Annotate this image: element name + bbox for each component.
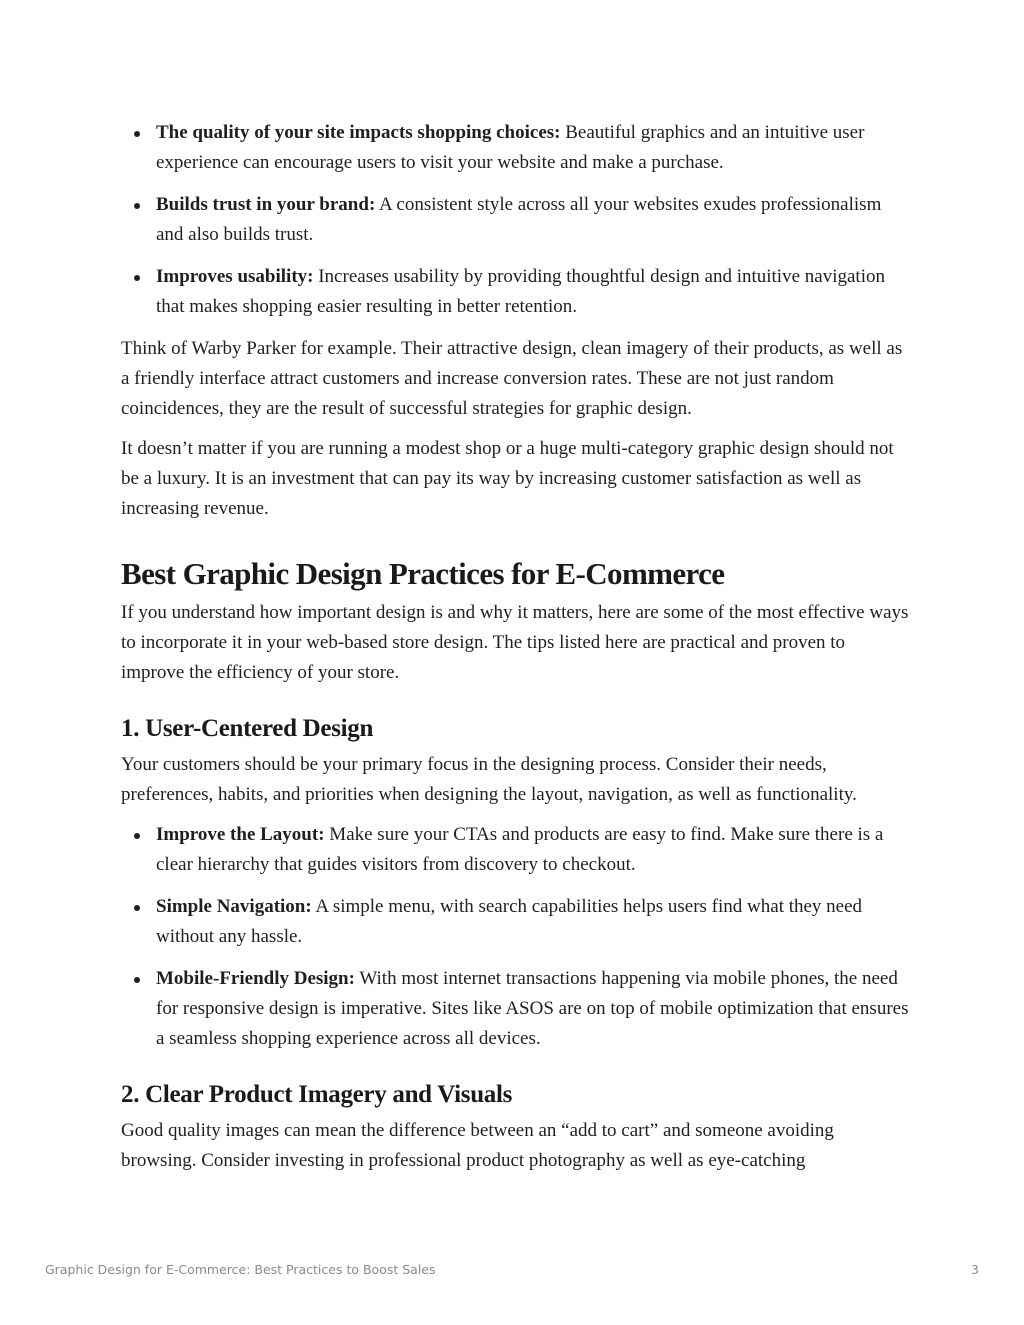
subsection-heading-user-centered: 1. User-Centered Design [121, 715, 374, 742]
bullet-dot [134, 203, 140, 209]
bullet-dot [134, 131, 140, 137]
bullet-text: Increases usability by providing thoughtful design and intuitive navigation that makes shopping easier resulting in better retention. [156, 266, 885, 317]
bullet-text: With most internet transactions happening via mobile phones, the need for responsive design is imperative. Sites like ASOS are on top of mobile optimization that ensures a seamless shopping experience across all devices. [156, 968, 909, 1049]
list-item [156, 964, 911, 1054]
footer-document-title: Graphic Design for E-Commerce: Best Practices to Boost Sales [45, 1262, 436, 1277]
list-item [156, 820, 911, 880]
bullet-dot [134, 905, 140, 911]
list-item [156, 262, 911, 322]
list-item [156, 118, 911, 178]
bullet-dot [134, 977, 140, 983]
section-heading: Best Graphic Design Practices for E-Commerce [121, 556, 725, 591]
bullet-dot [134, 275, 140, 281]
section-intro-paragraph: If you understand how important design is and why it matters, here are some of the most effective ways to incorporate it in your web-based store design. The tips listed here are practical and proven to improve the efficiency of your store. [121, 602, 909, 683]
bullet-bold-lead: Simple Navigation: [156, 896, 312, 917]
document-page [121, 118, 911, 1186]
bullet-bold-lead: Mobile-Friendly Design: [156, 968, 355, 989]
subsection-intro-product-imagery: Good quality images can mean the difference between an “add to cart” and someone avoiding browsing. Consider investing in professional product photography as well as eye-catching [121, 1120, 834, 1171]
bullet-text: A consistent style across all your websites exudes professionalism and also builds trust. [156, 194, 882, 245]
bullet-bold-lead: Builds trust in your brand: [156, 194, 376, 215]
bullet-dot [134, 833, 140, 839]
bullet-text: A simple menu, with search capabilities helps users find what they need without any hassle. [156, 896, 863, 947]
list-item [156, 190, 911, 250]
paragraph-warby-parker: Think of Warby Parker for example. Their attractive design, clean imagery of their products, as well as a friendly interface attract customers and increase conversion rates. These are not just random coincidences, they are the result of successful strategies for graphic design. [121, 338, 903, 419]
subsection-heading-product-imagery: 2. Clear Product Imagery and Visuals [121, 1081, 513, 1108]
subsection-intro-user-centered: Your customers should be your primary focus in the designing process. Consider their needs, preferences, habits, and priorities when designing the layout, navigation, as well as functionality. [121, 754, 857, 805]
bullet-bold-lead: The quality of your site impacts shopping choices: [156, 122, 561, 143]
bullet-bold-lead: Improve the Layout: [156, 824, 325, 845]
intro-bullet-list [121, 118, 911, 322]
paragraph-modest-shop: It doesn’t matter if you are running a modest shop or a huge multi-category graphic design should not be a luxury. It is an investment that can pay its way by increasing customer satisfaction as well as increasing revenue. [121, 438, 894, 519]
bullet-bold-lead: Improves usability: [156, 266, 314, 287]
footer-page-number: 3 [971, 1262, 979, 1277]
bullet-text: Beautiful graphics and an intuitive user experience can encourage users to visit your website and make a purchase. [156, 122, 865, 173]
bullet-text: Make sure your CTAs and products are easy to find. Make sure there is a clear hierarchy that guides visitors from discovery to checkout. [156, 824, 884, 875]
user-centered-bullet-list [121, 820, 911, 1054]
list-item [156, 892, 911, 952]
